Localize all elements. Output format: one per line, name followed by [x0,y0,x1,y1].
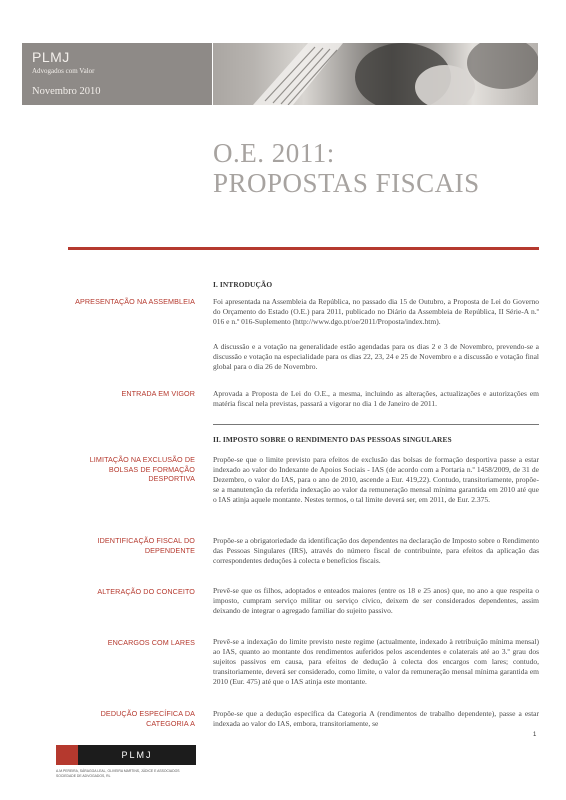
paragraph-entrada-em-vigor: Aprovada a Proposta de Lei do O.E., a mesma, incluindo as alterações, actualizações e autorizações em matéria fiscal nela previstas, passará a vigorar no dia 1 de Janeiro de 2011. [213,389,539,408]
side-label-bolsas: LIMITAÇÃO NA EXCLUSÃO DE BOLSAS DE FORMAÇÃO DESPORTIVA [89,455,195,484]
paragraph-identificacao-fiscal: Propõe-se a obrigatoriedade da identificação dos dependentes na declaração de Imposto sobre o Rendimento das Pessoas Singulares (IRS), através do número fiscal de contribuinte, para efeitos da aplicação das correspondentes deduções à colecta e benefícios fiscais. [213,536,539,565]
paragraph-apresentacao: Foi apresentada na Assembleia da República, no passado dia 15 de Outubro, a Proposta de Lei do Governo do Orçamento do Estado (O.E.) para 2011, publicado no Diário da Assembleia de República, II Série-A n.º 016 e n.º 016-Suplemento (http://www.dgo.pt/oe/2011/Proposta/index.htm). [213,297,539,326]
section-heading-introducao: I. INTRODUÇÃO [213,280,273,289]
footer-fine-print [56,769,180,779]
footer-logo [56,745,196,765]
side-label-encargos-lares: ENCARGOS COM LARES [107,638,195,647]
logo-red-block [56,745,78,765]
footer-fine-print-line2: SOCIEDADE DE ADVOGADOS, RL [56,774,111,778]
brand-name: PLMJ [32,49,70,65]
brand-box [22,43,212,105]
logo-text: PLMJ [78,745,196,765]
paragraph-encargos-lares: Prevê-se a indexação do limite previsto neste regime (actualmente, indexado à retribuição mínima mensal) ao IAS, quanto ao montante dos rendimentos auferidos pelos ascendentes e colaterais até ao 3.º grau dos sujeitos passivos em causa, para efeitos de dedução à colecta dos encargos com lares; contudo, transitoriamente, deverá ser considerado, como limite, o valor da remuneração mensal mínima garantida em 2010 (Eur. 475) até que o IAS atinja este montante. [213,637,539,686]
page-number: 1 [533,732,537,738]
side-label-identificacao-fiscal: IDENTIFICAÇÃO FISCAL DO DEPENDENTE [97,536,195,555]
footer-fine-print-line1: A.M.PEREIRA, SÁRAGGA LEAL, OLIVEIRA MARTINS, JÚDICE E ASSOCIADOS [56,769,180,773]
side-label-entrada-em-vigor: ENTRADA EM VIGOR [121,389,195,398]
side-label-apresentacao: APRESENTAÇÃO NA ASSEMBLEIA [75,297,195,306]
paragraph-bolsas: Propõe-se que o limite previsto para efeitos de exclusão das bolsas de formação desportiva passe a estar indexado ao valor do Indexante de Apoios Sociais - IAS (de acordo com a Portaria n.º 1458/2009, de 31 de Dezembro, o valor do IAS, para o ano de 2010, ascende a Eur. 419,22). Contudo, transitoriamente, propõe-se a manutenção da referida indexação ao valor da remuneração mensal mínima garantida em 2010 até que o IAS atinja aquele montante. Nestes termos, o tal limite deverá ser, em 2011, de Eur. 2.375. [213,455,539,504]
header-photo-art [213,43,538,105]
side-label-deducao-categoria-a: DEDUÇÃO ESPECÍFICA DA CATEGORIA A [100,709,195,728]
document-title-line1: O.E. 2011: [213,138,335,168]
publication-date: Novembro 2010 [32,86,101,97]
paragraph-deducao-categoria-a: Propõe-se que a dedução específica da Categoria A (rendimentos de trabalho dependente), passe a estar indexada ao valor do IAS, embora, transitoriamente, se [213,709,539,728]
paragraph-alteracao-conceito: Prevê-se que os filhos, adoptados e enteados maiores (entre os 18 e 25 anos) que, no ano a que respeita o imposto, cumpram serviço militar ou serviço cívico, deixem de ser considerados dependentes, assim deixando de integrar o agregado familiar do sujeito passivo. [213,586,539,615]
section-divider [213,424,539,425]
header-photo [213,43,538,105]
document-title-line2: PROPOSTAS FISCAIS [213,168,480,198]
brand-tagline: Advogados com Valor [32,67,95,75]
side-label-alteracao-conceito: ALTERAÇÃO DO CONCEITO [97,587,195,596]
red-divider [68,247,539,250]
paragraph-discussao: A discussão e a votação na generalidade estão agendadas para os dias 2 e 3 de Novembro, prevendo-se a discussão e votação na especialidade para os dias 22, 23, 24 e 25 de Novembro e a discussão e votação final global para o dia 26 de Novembro. [213,342,539,371]
document-title [213,138,480,198]
section-heading-irs: II. IMPOSTO SOBRE O RENDIMENTO DAS PESSOAS SINGULARES [213,435,452,444]
